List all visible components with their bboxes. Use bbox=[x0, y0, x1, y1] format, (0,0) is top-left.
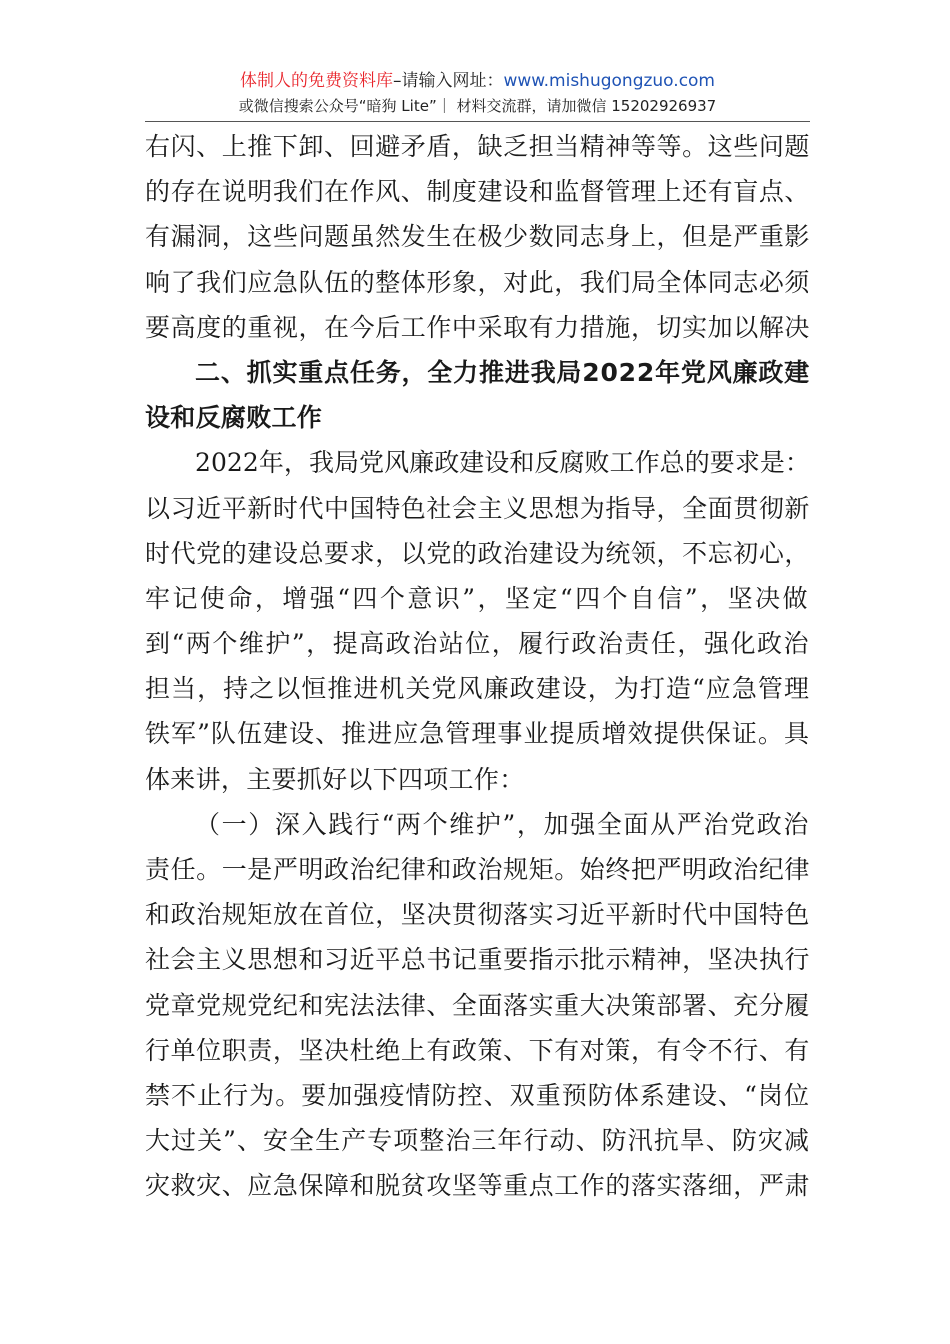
header-url-prompt: –请输入网址： bbox=[392, 71, 504, 91]
text-line: 时代党的建设总要求，以党的政治建设为统领，不忘初心， bbox=[145, 538, 810, 568]
header-brand: 体制人的免费资料库 bbox=[239, 71, 393, 91]
text-line: 社会主义思想和习近平总书记重要指示批示精神，坚决执行 bbox=[145, 945, 810, 975]
text-line: 体来讲，主要抓好以下四项工作： bbox=[145, 764, 525, 794]
text-line: 担当，持之以恒推进机关党风廉政建设，为打造“应急管理 bbox=[145, 674, 810, 704]
text-line: 牢记使命，增强“四个意识”，坚定“四个自信”，坚决做 bbox=[145, 583, 810, 613]
document-body bbox=[145, 124, 810, 1209]
text-line: 响了我们应急队伍的整体形象，对此，我们局全体同志必须 bbox=[145, 267, 810, 297]
text-line: 铁军”队伍建设、推进应急管理事业提质增效提供保证。具 bbox=[145, 719, 810, 749]
header-divider bbox=[145, 121, 810, 122]
header-line-1 bbox=[145, 68, 810, 94]
text-line: 禁不止行为。要加强疫情防控、双重预防体系建设、“岗位 bbox=[145, 1080, 810, 1110]
text-line: 到“两个维护”，提高政治站位，履行政治责任，强化政治 bbox=[145, 629, 810, 659]
section-heading: 二、抓实重点任务，全力推进我局2022年党风廉政建 bbox=[195, 357, 810, 387]
paragraph-start: 2022年，我局党风廉政建设和反腐败工作总的要求是： bbox=[195, 448, 810, 478]
text-line: 大过关”、安全生产专项整治三年行动、防汛抗旱、防灾减 bbox=[145, 1126, 810, 1156]
text-line: 的存在说明我们在作风、制度建设和监督管理上还有盲点、 bbox=[145, 177, 810, 207]
text-line: 以习近平新时代中国特色社会主义思想为指导，全面贯彻新 bbox=[145, 493, 810, 523]
text-line: 灾救灾、应急保障和脱贫攻坚等重点工作的落实落细，严肃 bbox=[145, 1171, 810, 1201]
text-line: 右闪、上推下卸、回避矛盾，缺乏担当精神等等。这些问题 bbox=[145, 132, 810, 161]
header-url-link[interactable]: www.mishugongzuo.com bbox=[503, 71, 715, 91]
text-line: 有漏洞，这些问题虽然发生在极少数同志身上，但是严重影 bbox=[145, 222, 810, 252]
text-line: 行单位职责，坚决杜绝上有政策、下有对策，有令不行、有 bbox=[145, 1035, 810, 1065]
text-line: 要高度的重视，在今后工作中采取有力措施，切实加以解决 bbox=[145, 312, 810, 342]
text-line: 责任。一是严明政治纪律和政治规矩。始终把严明政治纪律 bbox=[145, 855, 810, 884]
paragraph-start: （一）深入践行“两个维护”，加强全面从严治党政治 bbox=[195, 809, 810, 839]
text-line: 和政治规矩放在首位，坚决贯彻落实习近平新时代中国特色 bbox=[145, 900, 810, 930]
text-line: 党章党规党纪和宪法法律、全面落实重大决策部署、充分履 bbox=[145, 990, 810, 1020]
header-line-2: 或微信搜索公众号“暗狗 Lite”｜ 材料交流群，请加微信 15202926937 bbox=[238, 97, 717, 115]
section-heading-cont: 设和反腐败工作 bbox=[145, 403, 323, 433]
page-header bbox=[145, 68, 810, 118]
